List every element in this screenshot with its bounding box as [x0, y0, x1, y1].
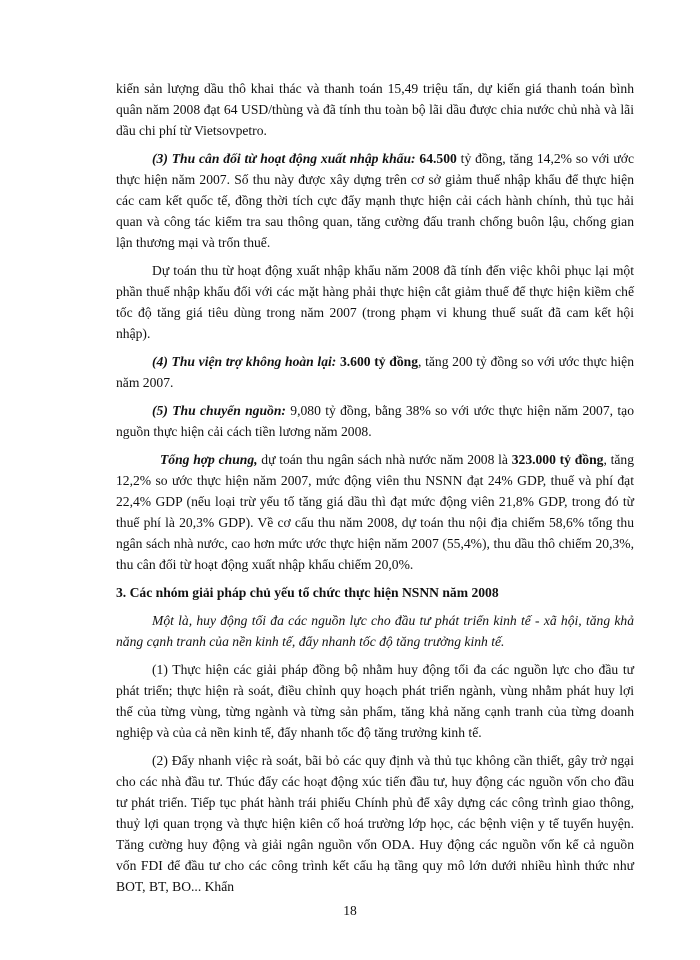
item-lead: (3) Thu cân đối từ hoạt động xuất nhập khẩu:	[152, 151, 416, 166]
paragraph-summary: Tổng hợp chung, dự toán thu ngân sách nhà nước năm 2008 là 323.000 tỷ đồng, tăng 12,2% so ước thực hiện năm 2007, mức động viên thu NSNN đạt 24% GDP, thuế và phí đạt 22,4% GDP (nếu loại trừ yếu tố tăng giá dầu thì đạt mức động viên 21,8% GDP, trong đó từ thuế phí là 20,3% GDP). Về cơ cấu thu năm 2008, dự toán thu nội địa chiếm 58,6% tổng thu ngân sách nhà nước, cao hơn mức ước thực hiện năm 2007 (55,4%), thu dầu thô chiếm 20,3%, thu cân đối từ hoạt động xuất nhập khẩu chiếm 20,0%.	[116, 452, 634, 572]
page-number: 18	[343, 903, 357, 918]
solution-item-2: (2) Đẩy nhanh việc rà soát, bãi bỏ các quy định và thủ tục không cần thiết, gây trở ngại cho các nhà đầu tư. Thúc đẩy các hoạt động xúc tiến đầu tư, huy động các nguồn vốn cho đầu tư phát triển. Tiếp tục phát hành trái phiếu Chính phủ để xây dựng các công trình giao thông, thuỷ lợi quan trọng và thực hiện kiên cố hoá trường lớp học, các bệnh viện y tế tuyến huyện. Tăng cường huy động và giải ngân nguồn vốn ODA. Huy động các nguồn vốn kể cả nguồn vốn FDI để đầu tư cho các công trình kết cấu hạ tầng quy mô lớn dưới nhiều hình thức như BOT, BT, BO... Khẩn	[116, 753, 634, 894]
document-page	[116, 78, 634, 904]
item-lead: Tổng hợp chung,	[160, 452, 258, 467]
solution-one: Một là, huy động tối đa các nguồn lực cho đầu tư phát triển kinh tế - xã hội, tăng khả năng cạnh tranh của nền kinh tế, đẩy nhanh tốc độ tăng trưởng kinh tế.	[116, 613, 634, 649]
solution-item-1: (1) Thực hiện các giải pháp đồng bộ nhằm huy động tối đa các nguồn lực cho đầu tư phát triển; thực hiện rà soát, điều chỉnh quy hoạch phát triển ngành, vùng nhằm phát huy lợi thế của từng vùng, từng ngành và từng sản phẩm, tăng khả năng cạnh tranh của từng doanh nghiệp và của cả nền kinh tế, đẩy nhanh tốc độ tăng trưởng kinh tế.	[116, 662, 634, 740]
section-heading: 3. Các nhóm giải pháp chủ yếu tổ chức thực hiện NSNN năm 2008	[116, 585, 499, 600]
paragraph-import-duty-estimate: Dự toán thu từ hoạt động xuất nhập khẩu năm 2008 đã tính đến việc khôi phục lại một phần thuế nhập khẩu đối với các mặt hàng phải thực hiện cắt giảm thuế để thực hiện kiềm chế tốc độ tăng giá tiêu dùng trong năm 2007 (trong phạm vi khung thuế suất đã cam kết hội nhập).	[116, 263, 634, 341]
paragraph-carryover: (5) Thu chuyển nguồn: 9,080 tỷ đồng, bằng 38% so với ước thực hiện năm 2007, tạo nguồn thực hiện cải cách tiền lương năm 2008.	[116, 403, 634, 439]
paragraph-import-export-revenue: (3) Thu cân đối từ hoạt động xuất nhập khẩu: 64.500 tỷ đồng, tăng 14,2% so với ước thực hiện năm 2007. Số thu này được xây dựng trên cơ sở giảm thuế nhập khẩu để thực hiện các cam kết quốc tế, đồng thời tích cực đẩy mạnh thực hiện cải cách hành chính, thủ tục hải quan và công tác kiểm tra sau thông quan, tăng cường đấu tranh chống buôn lậu, chống gian lận thương mại và trốn thuế.	[116, 151, 635, 250]
paragraph-oil-revenue: kiến sản lượng dầu thô khai thác và thanh toán 15,49 triệu tấn, dự kiến giá thanh toán bình quân năm 2008 đạt 64 USD/thùng và đã tính thu toàn bộ lãi dầu được chia nước chủ nhà và lãi dầu chi phí từ Vietsovpetro.	[116, 81, 634, 138]
paragraph-grant-aid: (4) Thu viện trợ không hoàn lại: 3.600 tỷ đồng, tăng 200 tỷ đồng so với ước thực hiện năm 2007.	[116, 354, 634, 390]
item-figure: 3.600 tỷ đồng	[336, 354, 418, 369]
item-figure: 64.500	[419, 151, 457, 166]
item-lead: (5) Thu chuyển nguồn:	[152, 403, 286, 418]
item-figure: 323.000 tỷ đồng	[511, 452, 604, 467]
item-lead: (4) Thu viện trợ không hoàn lại:	[152, 354, 337, 369]
